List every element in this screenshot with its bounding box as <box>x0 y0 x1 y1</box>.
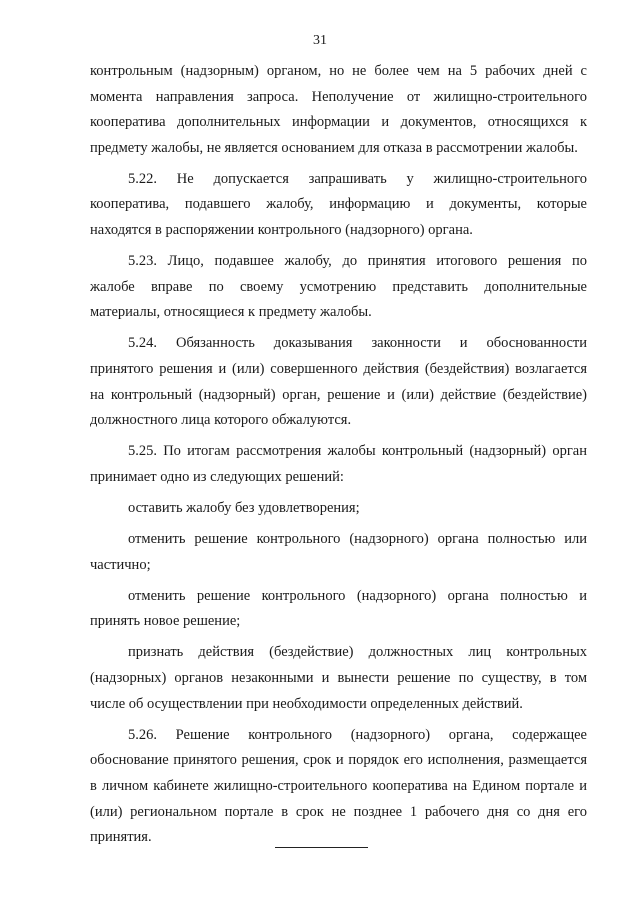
paragraph <box>90 331 587 433</box>
paragraph <box>90 527 587 578</box>
text-line: 5.25. По итогам рассмотрения жалобы контрольный (надзорный) орган <box>128 443 587 460</box>
text-line: 5.22. Не допускается запрашивать у жилищно-строительного <box>128 170 587 187</box>
text-line: (надзорных) органов незаконными и вынести решение по существу, в том <box>90 670 587 687</box>
text-line: принять новое решение; <box>90 613 241 630</box>
text-line: кооператива, подавшего жалобу, информацию и документы, которые <box>90 196 587 213</box>
text-line: (или) региональном портале в срок не позднее 1 рабочего дня со дня его <box>90 803 587 820</box>
text-line: жалобе вправе по своему усмотрению представить дополнительные <box>90 278 587 295</box>
text-line: предмету жалобы, не является основанием для отказа в рассмотрении жалобы. <box>90 139 578 156</box>
text-line: отменить решение контрольного (надзорного) органа полностью или <box>128 531 587 548</box>
paragraph <box>90 439 587 490</box>
paragraph <box>90 723 587 851</box>
text-line: числе об осуществлении при необходимости определенных действий. <box>90 695 523 712</box>
text-line: момента направления запроса. Неполучение от жилищно-строительного <box>90 88 587 105</box>
text-line: 5.26. Решение контрольного (надзорного) органа, содержащее <box>128 726 587 743</box>
text-line: принятия. <box>90 829 152 846</box>
text-line: контрольным (надзорным) органом, но не более чем на 5 рабочих дней с <box>90 63 587 79</box>
text-line: принятого решения и (или) совершенного действия (бездействия) возлагается <box>90 361 587 378</box>
text-line: 5.23. Лицо, подавшее жалобу, до принятия итогового решения по <box>128 253 587 270</box>
paragraph <box>90 167 587 244</box>
page-number: 31 <box>313 33 327 48</box>
text-line: 5.24. Обязанность доказывания законности и обоснованности <box>128 335 587 352</box>
text-line: в личном кабинете жилищно-строительного кооператива на Едином портале и <box>90 777 587 794</box>
text-line: частично; <box>90 556 151 573</box>
paragraph <box>90 59 587 161</box>
text-line: принимает одно из следующих решений: <box>90 468 344 485</box>
paragraph <box>90 584 587 635</box>
document-body <box>90 59 587 851</box>
text-line: кооператива дополнительных информации и документов, относящихся к <box>90 114 587 131</box>
text-line: обоснование принятого решения, срок и порядок его исполнения, размещается <box>90 752 587 769</box>
separator-line <box>275 847 368 848</box>
text-line: отменить решение контрольного (надзорного) органа полностью и <box>128 587 587 604</box>
text-line: оставить жалобу без удовлетворения; <box>128 500 360 516</box>
text-line: материалы, относящиеся к предмету жалобы. <box>90 304 372 321</box>
paragraph <box>90 249 587 326</box>
text-line: на контрольный (надзорный) орган, решение и (или) действие (бездействие) <box>90 386 587 403</box>
text-line: находятся в распоряжении контрольного (надзорного) органа. <box>90 222 473 239</box>
paragraph <box>90 640 587 717</box>
text-line: должностного лица которого обжалуются. <box>90 412 352 429</box>
paragraph <box>90 496 587 522</box>
text-line: признать действия (бездействие) должностных лиц контрольных <box>128 644 587 661</box>
